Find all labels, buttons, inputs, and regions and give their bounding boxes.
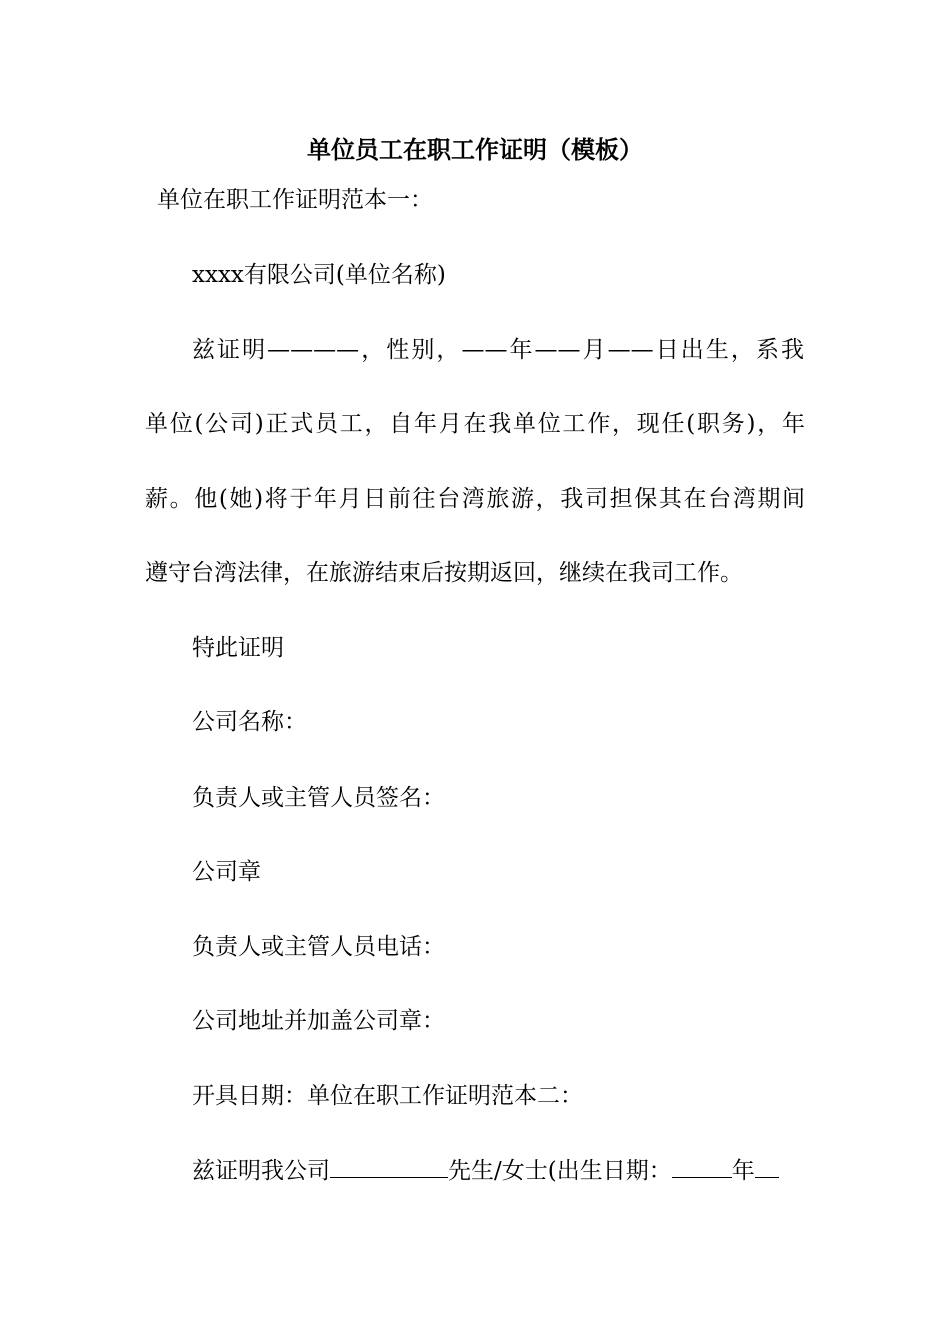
month-blank (755, 1153, 779, 1178)
company-line: xxxx有限公司(单位名称) (192, 262, 446, 288)
address-label: 公司地址并加盖公司章： (192, 1008, 445, 1034)
para1-line1: 兹证明————，性别，——年——月——日出生，系我 (192, 337, 804, 363)
document-title: 单位员工在职工作证明（模板） (307, 136, 643, 164)
year-blank (672, 1153, 732, 1178)
para1-line3: 薪。他(她)将于年月日前往台湾旅游，我司担保其在台湾期间 (145, 486, 805, 512)
date-and-section2: 开具日期：单位在职工作证明范本二： (192, 1083, 583, 1109)
seal-label: 公司章 (192, 859, 261, 885)
section1-heading: 单位在职工作证明范本一： (157, 187, 433, 213)
closing-text: 特此证明 (192, 635, 284, 661)
phone-label: 负责人或主管人员电话： (192, 934, 445, 960)
para2-part2: 先生/女士(出生日期： (448, 1158, 672, 1184)
company-name-label: 公司名称： (192, 709, 307, 735)
signature-label: 负责人或主管人员签名： (192, 785, 445, 811)
para2-part3: 年 (731, 1158, 755, 1184)
para1-line2: 单位(公司)正式员工，自年月在我单位工作，现任(职务)，年 (145, 411, 805, 437)
name-blank (330, 1153, 448, 1178)
para1-line4: 遵守台湾法律，在旅游结束后按期返回，继续在我司工作。 (145, 560, 743, 586)
para2-part1: 兹证明我公司 (192, 1158, 330, 1184)
para2-line1 (192, 1153, 779, 1188)
